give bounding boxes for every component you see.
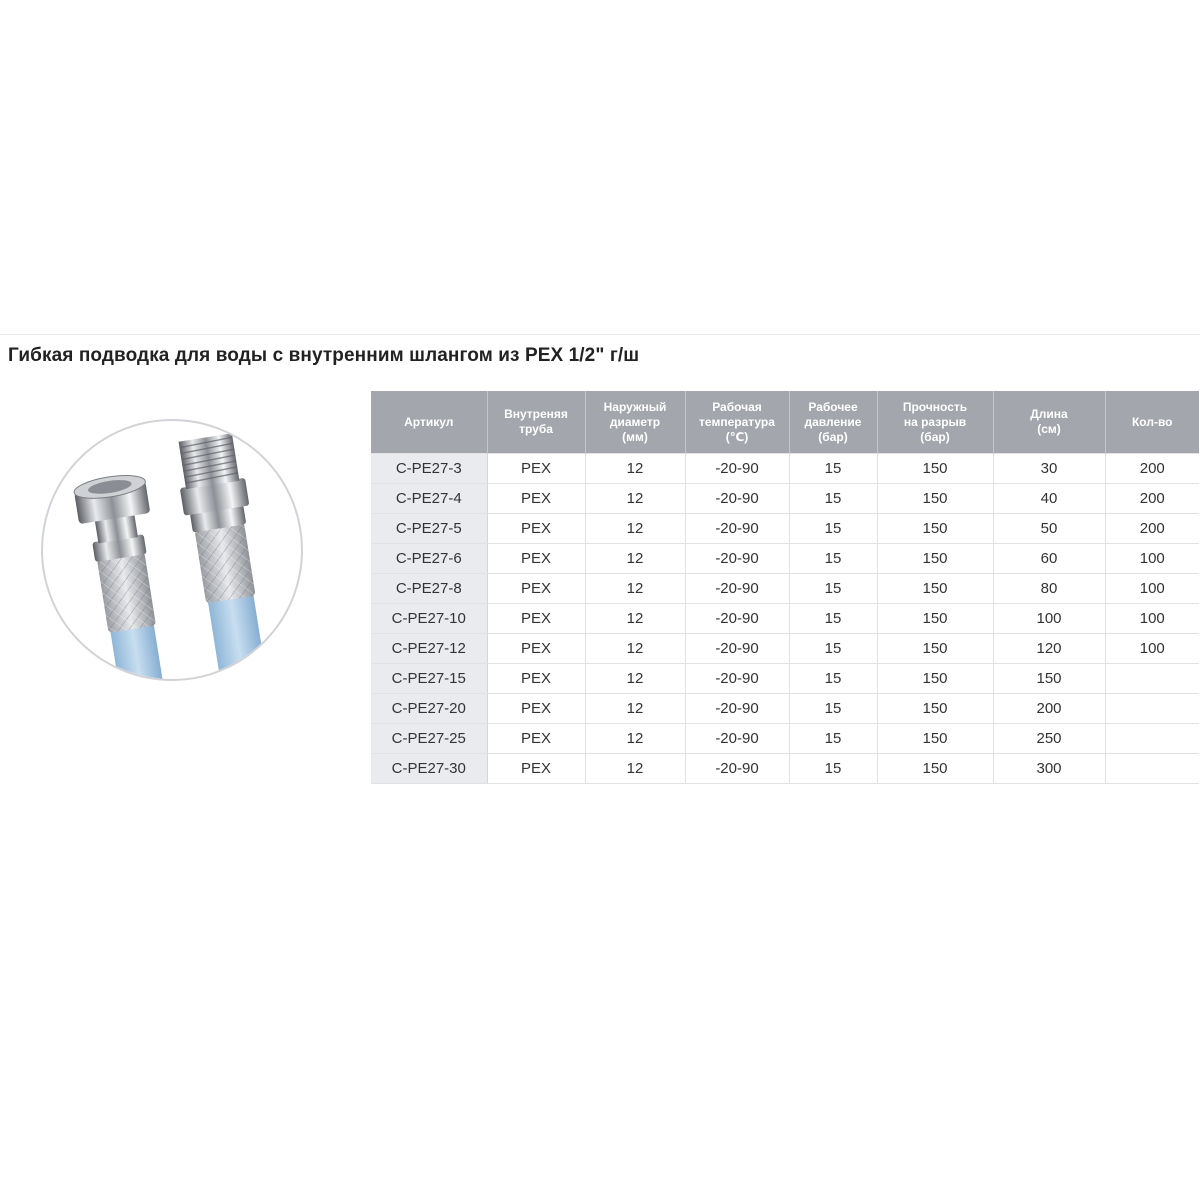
table-row — [371, 484, 1199, 514]
cell-inner-tube: PEX — [487, 514, 585, 544]
cell-outer-diameter: 12 — [585, 604, 685, 634]
cell-outer-diameter: 12 — [585, 694, 685, 724]
table-row — [371, 604, 1199, 634]
cell-article: C-PE27-10 — [371, 604, 487, 634]
cell-burst-strength: 150 — [877, 484, 993, 514]
cell-inner-tube: PEX — [487, 634, 585, 664]
cell-length: 300 — [993, 754, 1105, 784]
cell-length: 120 — [993, 634, 1105, 664]
top-divider — [0, 334, 1200, 335]
cell-working-temperature: -20-90 — [685, 694, 789, 724]
cell-article: C-PE27-8 — [371, 574, 487, 604]
cell-burst-strength: 150 — [877, 664, 993, 694]
cell-inner-tube: PEX — [487, 544, 585, 574]
cell-working-pressure: 15 — [789, 514, 877, 544]
cell-article: C-PE27-6 — [371, 544, 487, 574]
page-title: Гибкая подводка для воды с внутренним шлангом из PEX 1/2" г/ш — [8, 345, 640, 366]
cell-burst-strength: 150 — [877, 724, 993, 754]
cell-outer-diameter: 12 — [585, 574, 685, 604]
cell-working-temperature: -20-90 — [685, 544, 789, 574]
cell-article: C-PE27-15 — [371, 664, 487, 694]
cell-quantity: 200 — [1105, 514, 1199, 544]
cell-outer-diameter: 12 — [585, 634, 685, 664]
cell-outer-diameter: 12 — [585, 754, 685, 784]
table-row — [371, 514, 1199, 544]
cell-quantity: 100 — [1105, 634, 1199, 664]
cell-quantity — [1105, 724, 1199, 754]
cell-outer-diameter: 12 — [585, 454, 685, 484]
cell-article: C-PE27-20 — [371, 694, 487, 724]
cell-working-temperature: -20-90 — [685, 724, 789, 754]
table-row — [371, 544, 1199, 574]
braided-hose-image-icon — [40, 418, 304, 682]
header-working-pressure: Рабочее давление (бар) — [789, 391, 877, 454]
cell-quantity: 100 — [1105, 604, 1199, 634]
table-row — [371, 694, 1199, 724]
cell-quantity — [1105, 754, 1199, 784]
cell-article: C-PE27-5 — [371, 514, 487, 544]
cell-burst-strength: 150 — [877, 454, 993, 484]
cell-working-pressure: 15 — [789, 724, 877, 754]
cell-article: C-PE27-25 — [371, 724, 487, 754]
cell-burst-strength: 150 — [877, 754, 993, 784]
cell-burst-strength: 150 — [877, 544, 993, 574]
table-header-row — [371, 391, 1199, 454]
cell-working-pressure: 15 — [789, 454, 877, 484]
cell-inner-tube: PEX — [487, 484, 585, 514]
cell-inner-tube: PEX — [487, 574, 585, 604]
cell-quantity: 200 — [1105, 484, 1199, 514]
cell-length: 40 — [993, 484, 1105, 514]
cell-working-pressure: 15 — [789, 484, 877, 514]
cell-inner-tube: PEX — [487, 604, 585, 634]
cell-inner-tube: PEX — [487, 724, 585, 754]
table-row — [371, 634, 1199, 664]
cell-quantity: 100 — [1105, 574, 1199, 604]
cell-length: 80 — [993, 574, 1105, 604]
header-article: Артикул — [371, 391, 487, 454]
cell-working-temperature: -20-90 — [685, 484, 789, 514]
cell-burst-strength: 150 — [877, 634, 993, 664]
cell-burst-strength: 150 — [877, 514, 993, 544]
cell-outer-diameter: 12 — [585, 544, 685, 574]
cell-working-temperature: -20-90 — [685, 634, 789, 664]
cell-working-temperature: -20-90 — [685, 454, 789, 484]
cell-quantity: 100 — [1105, 544, 1199, 574]
cell-article: C-PE27-3 — [371, 454, 487, 484]
table-row — [371, 454, 1199, 484]
header-outer-diameter: Наружный диаметр (мм) — [585, 391, 685, 454]
cell-quantity — [1105, 664, 1199, 694]
cell-working-temperature: -20-90 — [685, 604, 789, 634]
cell-working-pressure: 15 — [789, 694, 877, 724]
hose-product-image — [40, 418, 304, 682]
cell-quantity — [1105, 694, 1199, 724]
header-quantity: Кол-во — [1105, 391, 1199, 454]
table-row — [371, 574, 1199, 604]
header-inner-tube: Внутреняя труба — [487, 391, 585, 454]
cell-length: 60 — [993, 544, 1105, 574]
cell-outer-diameter: 12 — [585, 514, 685, 544]
cell-article: C-PE27-12 — [371, 634, 487, 664]
cell-burst-strength: 150 — [877, 694, 993, 724]
cell-inner-tube: PEX — [487, 694, 585, 724]
cell-article: C-PE27-4 — [371, 484, 487, 514]
cell-inner-tube: PEX — [487, 454, 585, 484]
header-length: Длина (см) — [993, 391, 1105, 454]
cell-length: 150 — [993, 664, 1105, 694]
cell-length: 250 — [993, 724, 1105, 754]
cell-working-pressure: 15 — [789, 574, 877, 604]
cell-working-pressure: 15 — [789, 754, 877, 784]
cell-working-pressure: 15 — [789, 664, 877, 694]
cell-working-temperature: -20-90 — [685, 664, 789, 694]
table-row — [371, 724, 1199, 754]
specification-table — [371, 391, 1199, 784]
cell-inner-tube: PEX — [487, 754, 585, 784]
cell-working-temperature: -20-90 — [685, 514, 789, 544]
cell-length: 100 — [993, 604, 1105, 634]
cell-outer-diameter: 12 — [585, 724, 685, 754]
cell-length: 50 — [993, 514, 1105, 544]
cell-working-temperature: -20-90 — [685, 754, 789, 784]
cell-working-temperature: -20-90 — [685, 574, 789, 604]
table-row — [371, 664, 1199, 694]
cell-length: 200 — [993, 694, 1105, 724]
table-row — [371, 754, 1199, 784]
cell-inner-tube: PEX — [487, 664, 585, 694]
cell-quantity: 200 — [1105, 454, 1199, 484]
header-burst-strength: Прочность на разрыв (бар) — [877, 391, 993, 454]
cell-working-pressure: 15 — [789, 634, 877, 664]
cell-length: 30 — [993, 454, 1105, 484]
cell-outer-diameter: 12 — [585, 484, 685, 514]
cell-article: C-PE27-30 — [371, 754, 487, 784]
cell-working-pressure: 15 — [789, 544, 877, 574]
cell-burst-strength: 150 — [877, 574, 993, 604]
cell-outer-diameter: 12 — [585, 664, 685, 694]
cell-burst-strength: 150 — [877, 604, 993, 634]
cell-working-pressure: 15 — [789, 604, 877, 634]
header-working-temperature: Рабочая температура (℃) — [685, 391, 789, 454]
